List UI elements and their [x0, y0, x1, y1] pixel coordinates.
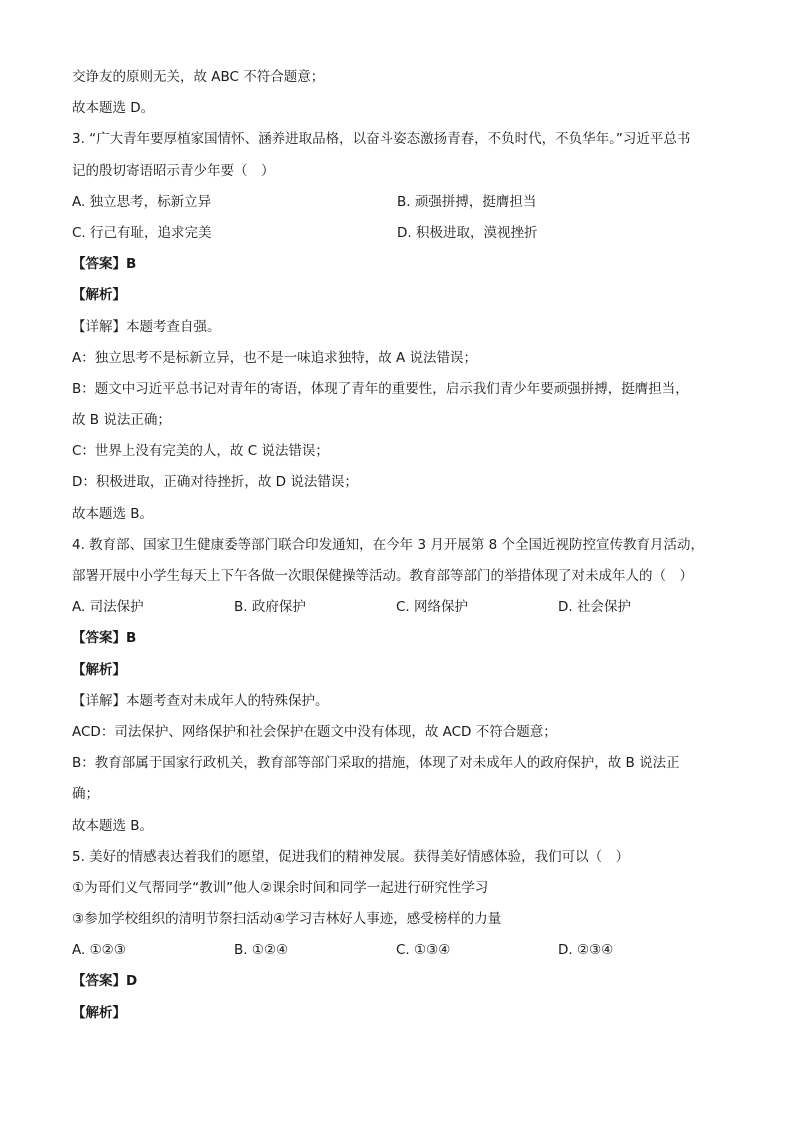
option-item: C. 网络保护 [396, 599, 469, 616]
option-item: B. 顽强拼搏，挺膺担当 [397, 193, 537, 210]
text-line: C：世界上没有完美的人，故 C 说法错误； [72, 443, 329, 460]
text-line: ①为哥们义气帮同学“教训”他人②课余时间和同学一起进行研究性学习 [72, 879, 489, 896]
text-line: 确； [72, 786, 99, 803]
text-line: B：题文中习近平总书记对青年的寄语，体现了青年的重要性，启示我们青少年要顽强拼搏，挺膺担当， [72, 380, 689, 397]
text-line: 交诤友的原则无关，故 ABC 不符合题意； [72, 69, 325, 85]
text-line: 故本题选 D。 [72, 100, 155, 117]
option-item: A. 独立思考，标新立异 [72, 193, 212, 210]
section-label: 【解析】 [72, 287, 126, 304]
option-item: A. 司法保护 [72, 599, 144, 616]
section-label: 【答案】B [72, 630, 137, 647]
option-item: C. ①③④ [396, 942, 451, 959]
section-label: 【答案】D [72, 973, 138, 990]
option-row [72, 187, 722, 218]
document-page [72, 62, 722, 1029]
option-item: D. ②③④ [558, 942, 614, 959]
text-line: D：积极进取，正确对待挫折，故 D 说法错误； [72, 474, 358, 491]
section-label: 【解析】 [72, 1004, 126, 1021]
text-line: 记的殷切寄语昭示青少年要（ ） [72, 162, 275, 179]
text-line: ACD：司法保护、网络保护和社会保护在题文中没有体现，故 ACD 不符合题意； [72, 723, 557, 740]
option-item: B. ①②④ [234, 942, 289, 959]
text-line: 【详解】本题考查自强。 [72, 318, 221, 335]
option-row [72, 218, 722, 249]
text-line: 部署开展中小学生每天上下午各做一次眼保健操等活动。教育部等部门的举措体现了对未成年人的（ ） [72, 568, 693, 584]
section-label: 【解析】 [72, 661, 126, 678]
option-item: D. 社会保护 [558, 599, 631, 616]
text-line: 【详解】本题考查对未成年人的特殊保护。 [72, 692, 329, 709]
option-item: C. 行己有耻，追求完美 [72, 224, 212, 241]
text-line: 故本题选 B。 [72, 817, 154, 834]
text-line: A：独立思考不是标新立异，也不是一味追求独特，故 A 说法错误； [72, 349, 478, 366]
option-item: D. 积极进取，漠视挫折 [397, 224, 538, 241]
option-item: A. ①②③ [72, 942, 126, 959]
text-line: 故 B 说法正确； [72, 412, 171, 429]
text-line: 故本题选 B。 [72, 505, 154, 522]
section-label: 【答案】B [72, 256, 137, 273]
text-line: 5. 美好的情感表达着我们的愿望，促进我们的精神发展。获得美好情感体验，我们可以（ ） [72, 848, 630, 865]
option-row [72, 935, 722, 966]
option-item: B. 政府保护 [234, 599, 306, 616]
text-line: 3. “广大青年要厚植家国情怀、涵养进取品格，以奋斗姿态激扬青春，不负时代，不负华年。”习近平总书 [72, 131, 691, 148]
option-row [72, 592, 722, 623]
text-line: ③参加学校组织的清明节祭扫活动④学习吉林好人事迹，感受榜样的力量 [72, 911, 502, 928]
text-line: B：教育部属于国家行政机关，教育部等部门采取的措施，体现了对未成年人的政府保护，故 B 说法正 [72, 755, 680, 772]
text-line: 4. 教育部、国家卫生健康委等部门联合印发通知，在今年 3 月开展第 8 个全国近视防控宣传教育月活动， [72, 536, 705, 553]
